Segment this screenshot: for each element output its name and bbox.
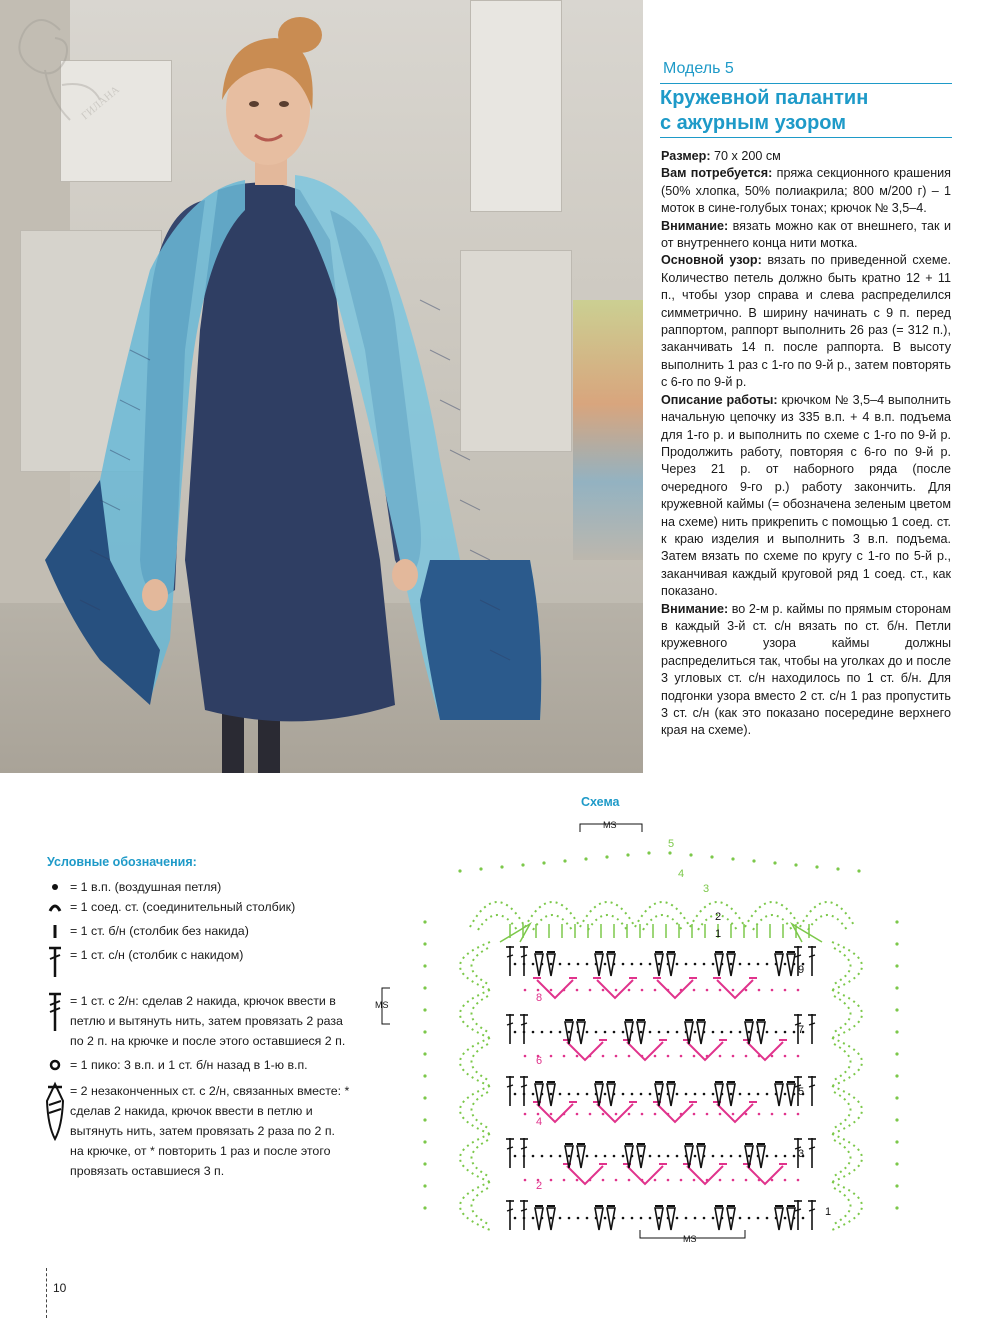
row-number: 3 — [798, 1148, 805, 1160]
attention-paragraph: Внимание: во 2-м р. каймы по прямым сторонам в каждый 3-й ст. с/н вязать по ст. б/н. Петли кружевного узора каймы должны распределиться так, чтобы на уголках до и после 3 угловых ст. с/н находилось по 1 ст. б/н. Для подгонки узора вместо 2 ст. с/н 1 раз пропустить 3 ст. с/н (как это показано посередине верхнего края на схеме). — [661, 601, 951, 738]
page-edge — [46, 1268, 47, 1318]
row-number: 4 — [536, 1116, 543, 1128]
model-photo — [0, 0, 643, 773]
size-paragraph: Размер: 70 x 200 см — [661, 149, 781, 163]
double-crochet-icon — [40, 945, 70, 979]
model-label: Модель 5 — [663, 60, 734, 77]
row-number: 9 — [798, 964, 805, 976]
border-row-number: 2 — [715, 911, 722, 923]
materials-paragraph: Вам потребуется: пряжа секционного крашения (50% хлопка, 50% полиакрила; 800 м/200 г) – 1 моток в сине-голубых тонах; крючок № 3,5–4. — [661, 166, 951, 216]
article-title: Кружевной палантин с ажурным узором — [660, 87, 869, 134]
legend-item: = 1 ст. с 2/н: сделав 2 накида, крючок ввести в петлю и вытянуть нить, затем провязать 2 раза по 2 п. на крючке и после этого оставшиеся 2 п. — [40, 991, 350, 1051]
cluster-icon — [40, 1081, 70, 1141]
divider — [660, 83, 952, 84]
chain-dot-icon — [40, 877, 70, 897]
crochet-chart — [370, 812, 960, 1252]
legend-title: Условные обозначения: — [47, 855, 197, 869]
single-crochet-icon — [40, 921, 70, 941]
slip-stitch-icon — [40, 897, 70, 917]
row-number: 2 — [536, 1180, 543, 1192]
border-row-number: 5 — [668, 838, 675, 850]
row-number: 8 — [536, 992, 543, 1004]
border-row-number: 3 — [703, 883, 710, 895]
attention-paragraph: Внимание: вязать можно как от внешнего, так и от внутреннего конца нити мотка. — [661, 218, 951, 251]
legend-item: = 1 ст. с/н (столбик с накидом) — [40, 945, 350, 979]
main-rows — [506, 946, 816, 1230]
legend — [40, 877, 350, 1181]
legend-item: = 2 незаконченных ст. с 2/н, связанных вместе: * сделав 2 накида, крючок ввести в петлю и вытянуть нить, затем провязать 2 раза по 2 п. на крючке, от * повторить 1 раз и после этого провязать оставшиеся 3 п. — [40, 1081, 350, 1181]
row-number: 5 — [798, 1086, 805, 1098]
treble-crochet-icon — [40, 991, 70, 1033]
border-row-number: 4 — [678, 868, 685, 880]
legend-item: = 1 соед. ст. (соединительный столбик) — [40, 897, 350, 917]
publisher-logo — [0, 0, 150, 140]
picot-icon — [40, 1055, 70, 1075]
ms-label-top: MS — [603, 820, 617, 830]
page-number: 10 — [53, 1281, 67, 1295]
row-number: 6 — [536, 1055, 543, 1067]
legend-item: = 1 пико: 3 в.п. и 1 ст. б/н назад в 1-ю в.п. — [40, 1055, 350, 1075]
divider — [660, 137, 952, 138]
legend-item: = 1 в.п. (воздушная петля) — [40, 877, 350, 897]
row-number: 7 — [798, 1024, 805, 1036]
row-number: 1 — [825, 1206, 832, 1218]
ms-label-bottom: MS — [683, 1234, 697, 1244]
border-row-number: 1 — [715, 928, 722, 940]
schema-title: Схема — [581, 795, 620, 809]
legend-item: = 1 ст. б/н (столбик без накида) — [40, 921, 350, 941]
ms-label-left: MS — [375, 1000, 389, 1010]
work-paragraph: Описание работы: крючком № 3,5–4 выполнить начальную цепочку из 335 в.п. + 4 в.п. подъема для 1-го р. и выполнить по схеме с 1-го по 9-й р. Продолжить работу, повторяя с 6-го по 9-й р. Через 21 р. от наборного ряда (после очередного 9-го р.) работу закончить. Для кружевной каймы (= обозначена зеленым цветом на схеме) нить прикрепить с помощью 1 соед. ст. к краю изделия и выполнить 3 в.п. подъема. Затем вязать по схеме по кругу с 1-го по 5-й р., заканчивая каждый круговой ряд 1 соед. ст., как показано. — [661, 392, 951, 599]
pattern-paragraph: Основной узор: вязать по приведенной схеме. Количество петель должно быть кратно 12 + 11 п., чтобы узор справа и слева распределился симметрично. В ширину начинать с 9 п. перед раппортом, раппорт выполнить 26 раз (= 312 п.), заканчивать 14 п. после раппорта. В высоту выполнить 1 раз с 1-го по 9-й р., затем повторять с 6-го по 9-й р. — [661, 253, 951, 390]
svg-text:ГИЛАНА: ГИЛАНА — [79, 83, 122, 123]
article-body — [661, 148, 951, 740]
